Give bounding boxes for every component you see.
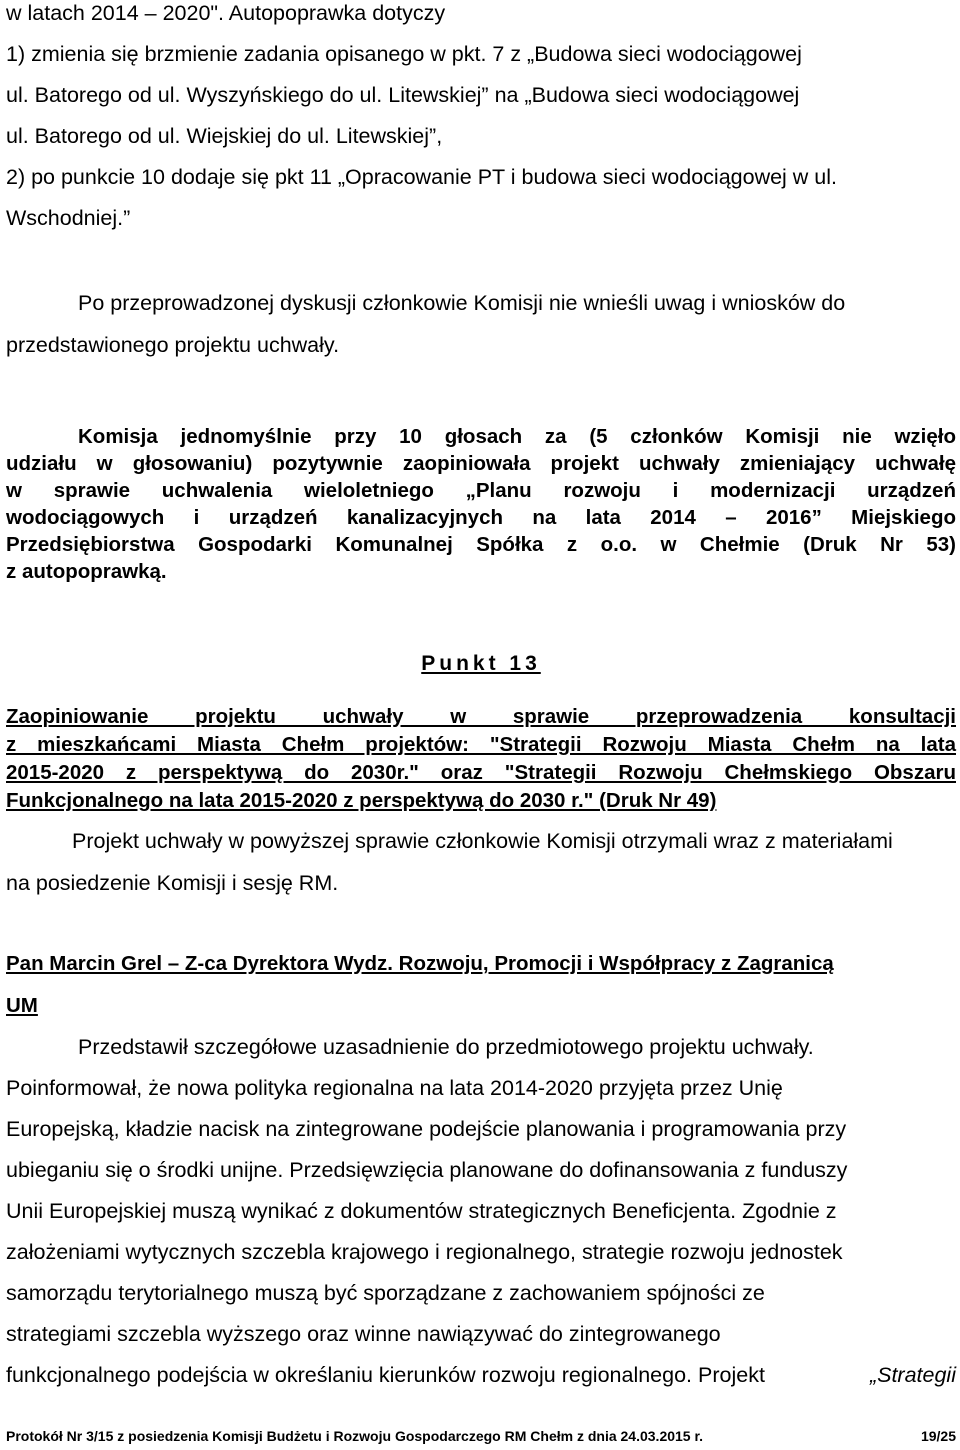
page-number: 19/25 xyxy=(920,1428,956,1444)
speech-line-9-italic: „Strategii xyxy=(869,1363,956,1387)
amendment-line-1: w latach 2014 – 2020". Autopoprawka dotyczy xyxy=(6,1,446,25)
amendment-line-4: ul. Batorego od ul. Wiejskiej do ul. Litewskiej”, xyxy=(6,124,443,148)
footer-text: Protokół Nr 3/15 z posiedzenia Komisji Budżetu i Rozwoju Gospodarczego RM Chełm z dnia 24.03.2015 r. xyxy=(6,1428,704,1444)
speech-line-7: samorządu terytorialnego muszą być sporządzane z zachowaniem spójności ze xyxy=(6,1281,765,1305)
project-line-2: na posiedzenie Komisji i sesję RM. xyxy=(6,871,339,895)
speech-line-1: Przedstawił szczegółowe uzasadnienie do przedmiotowego projektu uchwały. xyxy=(78,1035,814,1059)
speech-line-5: Unii Europejskiej muszą wynikać z dokumentów strategicznych Beneficjenta. Zgodnie z xyxy=(6,1199,837,1223)
speech-line-3: Europejską, kładzie nacisk na zintegrowane podejście planowania i programowania przy xyxy=(6,1117,847,1141)
amendment-line-2: 1) zmienia się brzmienie zadania opisanego w pkt. 7 z „Budowa sieci wodociągowej xyxy=(6,42,802,66)
page-footer xyxy=(6,1428,956,1444)
speech-line-8: strategiami szczebla wyższego oraz winne nawiązywać do zintegrowanego xyxy=(6,1322,721,1346)
resolution-line-2: udziału w głosowaniu) pozytywnie zaopiniowała projekt uchwały zmieniający uchwałę xyxy=(6,452,956,475)
discussion-line-1: Po przeprowadzonej dyskusji członkowie Komisji nie wnieśli uwag i wniosków do xyxy=(78,291,846,315)
point-heading: Punkt 13 xyxy=(421,652,541,675)
point-title-line-1: Zaopiniowanie projektu uchwały w sprawie przeprowadzenia konsultacji xyxy=(6,705,956,728)
point-title-line-3: 2015-2020 z perspektywą do 2030r." oraz "Strategii Rozwoju Chełmskiego Obszaru xyxy=(6,761,956,784)
amendment-line-6: Wschodniej.” xyxy=(6,206,131,230)
discussion-line-2: przedstawionego projektu uchwały. xyxy=(6,333,340,357)
resolution-line-4: wodociągowych i urządzeń kanalizacyjnych na lata 2014 – 2016” Miejskiego xyxy=(6,506,956,529)
speech-line-9 xyxy=(6,1362,956,1388)
speech-line-2: Poinformował, że nowa polityka regionalna na lata 2014-2020 przyjęta przez Unię xyxy=(6,1076,783,1100)
speech-line-9-text: funkcjonalnego podejścia w określaniu kierunków rozwoju regionalnego. Projekt xyxy=(6,1363,765,1387)
speech-line-4: ubieganiu się o środki unijne. Przedsięwzięcia planowane do dofinansowania z funduszy xyxy=(6,1158,848,1182)
amendment-line-5: 2) po punkcie 10 dodaje się pkt 11 „Opracowanie PT i budowa sieci wodociągowej w ul. xyxy=(6,165,838,189)
project-line-1: Projekt uchwały w powyższej sprawie członkowie Komisji otrzymali wraz z materiałami xyxy=(72,829,893,853)
point-title-line-2: z mieszkańcami Miasta Chełm projektów: "Strategii Rozwoju Miasta Chełm na lata xyxy=(6,733,956,756)
resolution-line-6: z autopoprawką. xyxy=(6,560,167,583)
speaker-line-1: Pan Marcin Grel – Z-ca Dyrektora Wydz. Rozwoju, Promocji i Współpracy z Zagranicą xyxy=(6,952,834,975)
amendment-line-3: ul. Batorego od ul. Wyszyńskiego do ul. Litewskiej” na „Budowa sieci wodociągowej xyxy=(6,83,800,107)
resolution-line-5: Przedsiębiorstwa Gospodarki Komunalnej Spółka z o.o. w Chełmie (Druk Nr 53) xyxy=(6,533,956,556)
speaker-line-2: UM xyxy=(6,994,38,1017)
point-title-line-4: Funkcjonalnego na lata 2015-2020 z perspektywą do 2030 r." (Druk Nr 49) xyxy=(6,789,717,812)
resolution-line-3: w sprawie uchwalenia wieloletniego „Planu rozwoju i modernizacji urządzeń xyxy=(6,479,956,502)
speech-line-6: założeniami wytycznych szczebla krajowego i regionalnego, strategie rozwoju jednostek xyxy=(6,1240,843,1264)
resolution-line-1: Komisja jednomyślnie przy 10 głosach za (5 członków Komisji nie wzięło xyxy=(78,425,956,448)
